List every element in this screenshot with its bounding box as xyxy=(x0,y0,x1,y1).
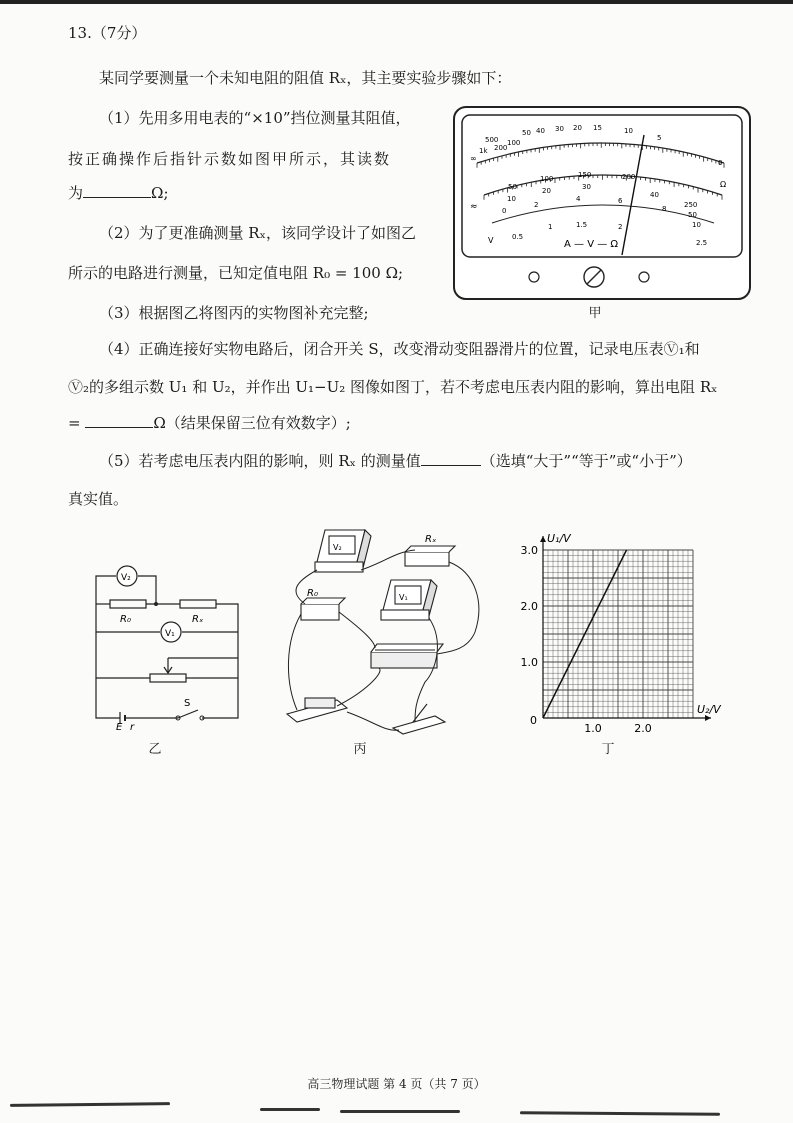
y-axis-label: U₁/V xyxy=(547,532,571,545)
answer-blank-3[interactable] xyxy=(421,450,481,466)
ohm-label-1k: 1k xyxy=(479,147,488,155)
apparatus-v1-label: V₁ xyxy=(399,593,408,602)
scale50-30: 30 xyxy=(582,183,591,191)
ohm-label-40: 40 xyxy=(536,127,545,135)
figure-bing-caption: 丙 xyxy=(353,742,367,757)
scale250-200: 200 xyxy=(622,173,636,181)
y-axis-arrow-icon xyxy=(540,536,546,542)
apparatus-rx-label: Rₓ xyxy=(425,534,437,545)
ohm-label-50: 50 xyxy=(522,129,531,137)
step2-line2: 所示的电路进行测量，已知定值电阻 R₀ = 100 Ω; xyxy=(68,264,404,282)
ohm-label-5: 5 xyxy=(657,134,662,142)
page-footer: 高三物理试题 第 4 页（共 7 页） xyxy=(307,1077,486,1091)
scale25-15: 1.5 xyxy=(576,221,588,229)
ohm-label-100: 100 xyxy=(507,139,521,147)
top-border xyxy=(0,0,793,4)
scale10-2: 2 xyxy=(534,201,539,209)
figure-jia-caption: 甲 xyxy=(588,306,602,321)
scale250-100: 100 xyxy=(540,175,554,183)
multimeter-dial xyxy=(452,105,752,301)
scale50-50: 50 xyxy=(688,211,697,219)
bottom-stroke xyxy=(10,1102,170,1107)
step5-line1 xyxy=(99,450,692,472)
answer-blank-1[interactable] xyxy=(83,182,151,198)
step4-line2: Ⓥ₂的多组示数 U₁ 和 U₂，并作出 U₁−U₂ 图像如图丁，若不考虑电压表内阻的影响，算出电阻 Rₓ xyxy=(68,378,718,396)
chart-grid xyxy=(543,550,693,718)
ohm-label-inf: ∞ xyxy=(470,154,477,163)
chart-labels xyxy=(521,532,723,735)
circuit-v1-label: V₁ xyxy=(165,629,175,639)
scale50-20: 20 xyxy=(542,187,551,195)
step1-line3 xyxy=(68,182,169,204)
y-tick-label: 1.0 xyxy=(520,656,538,669)
circuit-v2-label: V₂ xyxy=(121,573,131,583)
scale10-6: 6 xyxy=(618,197,623,205)
step1-prefix: 为 xyxy=(68,184,84,202)
ohm-label-200: 200 xyxy=(494,144,508,152)
figure-ding-caption: 丁 xyxy=(601,742,615,757)
x-tick-label: 1.0 xyxy=(584,722,602,735)
step1-line1: （1）先用多用电表的“×10”挡位测量其阻值， xyxy=(99,109,411,127)
apparatus-r0-label: R₀ xyxy=(307,588,318,599)
circuit-s-label: S xyxy=(184,698,191,709)
scale50-40: 40 xyxy=(650,191,659,199)
circuit-rx-label: Rₓ xyxy=(192,614,204,625)
circuit-diagram xyxy=(88,560,248,733)
step4-line1: （4）正确连接好实物电路后，闭合开关 S，改变滑动变阻器滑片的位置，记录电压表Ⓥ₁和 xyxy=(99,340,700,358)
ohm-symbol-icon: Ω xyxy=(720,180,727,189)
scale25-25: 2.5 xyxy=(696,239,708,247)
scale25-2: 2 xyxy=(618,223,623,231)
step5-suffix: （选填“大于”“等于”或“小于”） xyxy=(480,452,692,470)
physical-apparatus xyxy=(275,522,495,742)
circuit-r-label: r xyxy=(130,722,135,733)
ohm-label-0: 0 xyxy=(718,159,723,167)
step2-line1: （2）为了更准确测量 Rₓ，该同学设计了如图乙 xyxy=(99,224,416,242)
scale10-4: 4 xyxy=(576,195,581,203)
question-intro: 某同学要测量一个未知电阻的阻值 Rₓ，其主要实验步骤如下： xyxy=(99,69,512,87)
x-tick-label: 2.0 xyxy=(634,722,652,735)
origin-label: 0 xyxy=(530,714,537,727)
step1-suffix: Ω; xyxy=(151,184,169,202)
step4-suffix: Ω（结果保留三位有效数字）; xyxy=(153,414,351,432)
y-tick-label: 3.0 xyxy=(520,544,538,557)
ohm-label-10: 10 xyxy=(624,127,633,135)
bottom-stroke xyxy=(260,1108,320,1111)
bottom-stroke xyxy=(340,1110,460,1113)
x-axis-label: U₂/V xyxy=(697,703,721,716)
answer-blank-2[interactable] xyxy=(85,412,153,428)
step4-prefix: = xyxy=(68,414,81,432)
bottom-stroke xyxy=(520,1111,720,1115)
ohm-label-20: 20 xyxy=(573,124,582,132)
ohm-label-500: 500 xyxy=(485,136,499,144)
u1-u2-chart xyxy=(505,528,721,738)
meter-center-label: A — V — Ω xyxy=(564,239,619,250)
scale250-250: 250 xyxy=(684,201,698,209)
v-symbol-icon: V xyxy=(488,236,494,245)
scale50-10: 10 xyxy=(507,195,516,203)
step5-prefix: （5）若考虑电压表内阻的影响，则 Rₓ 的测量值 xyxy=(99,452,421,470)
step4-line3 xyxy=(68,412,351,434)
ohm-label-30: 30 xyxy=(555,125,564,133)
apparatus-v2-label: V₂ xyxy=(333,543,342,552)
scale10-0: 0 xyxy=(502,207,507,215)
scale10-8: 8 xyxy=(662,205,667,213)
scale250-50: 50 xyxy=(508,183,517,191)
scale25-05: 0.5 xyxy=(512,233,524,241)
figure-yi-caption: 乙 xyxy=(148,742,162,757)
step5-line2: 真实值。 xyxy=(68,490,129,508)
dc-symbol-icon: ≈ xyxy=(470,202,478,212)
circuit-e-label: E xyxy=(116,722,123,733)
step3-text: （3）根据图乙将图丙的实物图补充完整; xyxy=(99,304,369,322)
scale25-1: 1 xyxy=(548,223,553,231)
ohm-label-15: 15 xyxy=(593,124,602,132)
scale10-10: 10 xyxy=(692,221,701,229)
question-number: 13.（7分） xyxy=(68,24,147,42)
scale250-150: 150 xyxy=(578,171,592,179)
y-tick-label: 2.0 xyxy=(520,600,538,613)
step1-line2: 按正确操作后指针示数如图甲所示，其读数 xyxy=(68,150,392,168)
circuit-r0-label: R₀ xyxy=(120,614,131,625)
